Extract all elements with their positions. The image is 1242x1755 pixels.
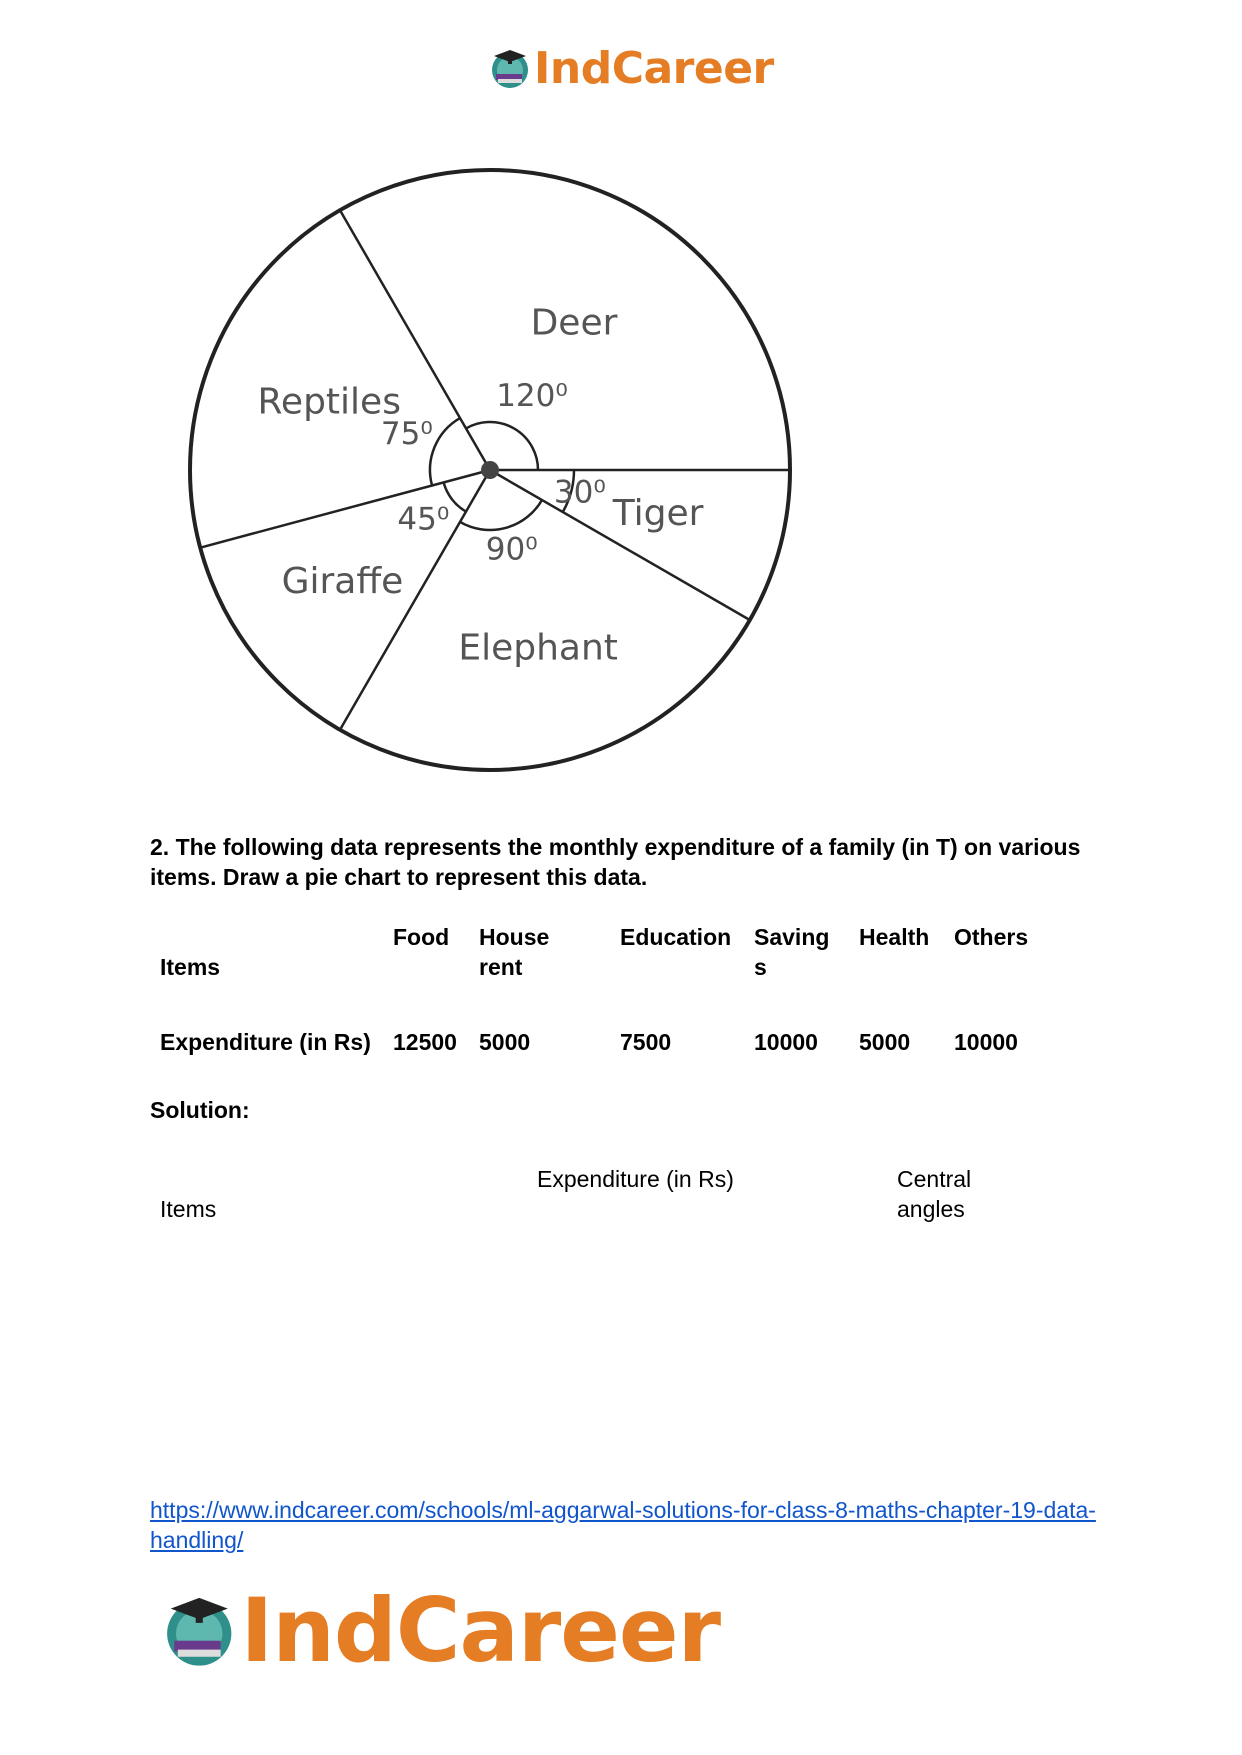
pie-center-dot [481,461,499,479]
value-others: 10000 [954,1029,1018,1055]
pie-slice-reptiles-angle-label: 75⁰ [380,416,433,453]
pie-slice-reptiles-angle-arc [430,418,460,485]
pie-slice-tiger-angle-label: 30⁰ [553,474,606,511]
value-education: 7500 [620,1029,672,1055]
pie-slice-elephant-label: Elephant [458,627,618,669]
column-header-house-rent: House rent [479,924,550,980]
indcareer-logo-top [488,38,774,98]
pie-slice-reptiles-label: Reptiles [257,381,401,423]
row-header-items: Items [160,954,221,980]
column-header-food: Food [393,924,450,950]
indcareer-logo-bottom [160,1580,720,1680]
question-text: 2. The following data represents the monthly expenditure of a family (in T) on various items. Draw a pie chart to represent this data. [150,834,1081,890]
column-header-health: Health [859,924,930,950]
logo-text: IndCareer [240,1578,720,1682]
column-header-others: Others [954,924,1029,950]
graduation-globe-icon [160,1588,238,1672]
column-header-savings: Saving s [754,924,830,980]
column-header-education: Education [620,924,732,950]
value-food: 12500 [393,1029,457,1055]
logo-text: IndCareer [534,42,774,94]
solution-label: Solution: [150,1097,250,1123]
value-health: 5000 [859,1029,911,1055]
pie-slice-elephant-angle-arc [460,500,542,530]
pie-chart [170,150,810,790]
solution-header-central-angles: Central angles [897,1166,972,1222]
pie-slice-elephant-angle-label: 90⁰ [485,531,538,568]
pie-slice-deer-label: Deer [530,302,618,344]
pie-slice-giraffe-label: Giraffe [281,561,404,603]
solution-header-expenditure: Expenditure (in Rs) [537,1166,734,1192]
pie-slice-tiger-label: Tiger [612,493,704,535]
pie-slice-deer-angle-label: 120⁰ [496,377,568,414]
value-savings: 10000 [754,1029,818,1055]
pie-slice-giraffe-angle-label: 45⁰ [397,501,450,538]
source-link[interactable]: https://www.indcareer.com/schools/ml-aggarwal-solutions-for-class-8-maths-chapter-19-data-handling/ [150,1497,1096,1553]
graduation-globe-icon [488,46,532,90]
row-header-expenditure: Expenditure (in Rs) [160,1029,371,1055]
solution-header-items: Items [160,1196,217,1222]
value-house-rent: 5000 [479,1029,531,1055]
